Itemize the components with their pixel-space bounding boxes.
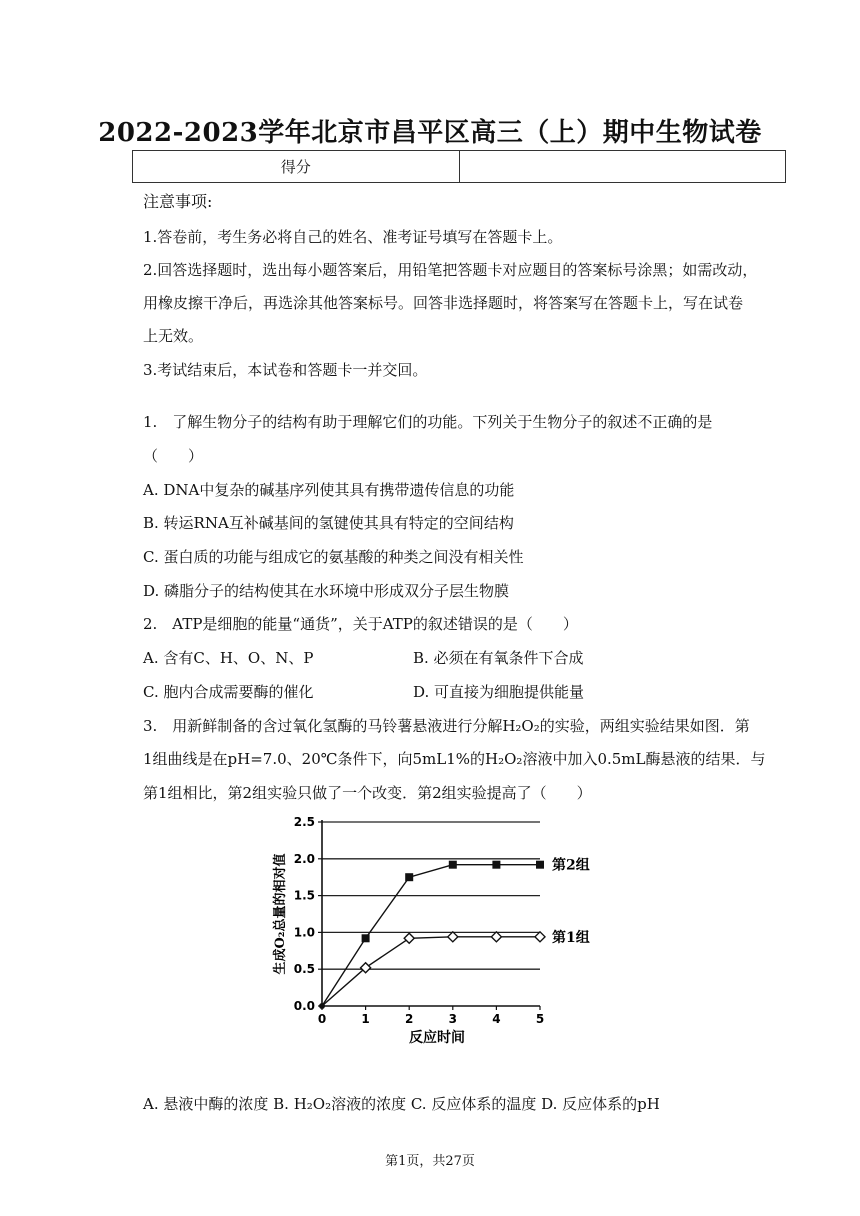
series-line-1	[322, 865, 540, 1006]
page-footer: 第1页，共27页	[385, 1154, 475, 1169]
q2-option-a: A. 含有C、H、O、N、P	[143, 649, 314, 667]
notes-heading: 注意事项:	[143, 192, 213, 211]
y-tick-label: 2.0	[293, 851, 315, 866]
notes-line: 2.回答选择题时，选出每小题答案后，用铅笔把答题卡对应题目的答案标号涂黑；如需改动，	[143, 261, 758, 279]
notes-line: 上无效。	[143, 327, 204, 345]
page-title: 2022-2023学年北京市昌平区高三（上）期中生物试卷	[98, 118, 762, 148]
y-tick-label: 2.5	[293, 815, 315, 829]
q2-option-b: B. 必须在有氧条件下合成	[413, 649, 584, 667]
y-tick-label: 1.5	[293, 888, 315, 903]
score-value	[460, 151, 786, 182]
notes-line: 用橡皮擦干净后，再选涂其他答案标号。回答非选择题时，将答案写在答题卡上，写在试卷	[143, 294, 744, 312]
o2-line-chart	[260, 810, 600, 1055]
q2-option-d: D. 可直接为细胞提供能量	[413, 683, 585, 701]
data-point-square	[405, 873, 413, 881]
data-point-diamond	[491, 932, 501, 942]
score-table	[132, 150, 786, 183]
x-tick-label: 3	[448, 1012, 457, 1026]
x-tick-label: 0	[317, 1012, 327, 1026]
x-axis-label: 反应时间	[409, 1030, 465, 1046]
y-axis-label: 生成O₂总量的相对值	[273, 853, 288, 975]
notes-line: 3.考试结束后，本试卷和答题卡一并交回。	[143, 361, 428, 379]
q1-option-d: D. 磷脂分子的结构使其在水环境中形成双分子层生物膜	[143, 582, 510, 600]
data-point-square	[492, 861, 500, 869]
q2-option-c: C. 胞内合成需要酶的催化	[143, 683, 314, 701]
q3-stem: 3. 用新鲜制备的含过氧化氢酶的马铃薯悬液进行分解H₂O₂的实验，两组实验结果如图．第	[143, 717, 750, 735]
q1-stem-blank: （ ）	[143, 447, 204, 465]
q3-stem: 1组曲线是在pH=7.0、20℃条件下，向5mL1%的H₂O₂溶液中加入0.5mL酶悬液的结果．与	[143, 750, 766, 768]
origin-point	[319, 1003, 325, 1009]
q1-option-a: A. DNA中复杂的碱基序列使其具有携带遗传信息的功能	[143, 481, 515, 499]
q3-options: A. 悬液中酶的浓度 B. H₂O₂溶液的浓度 C. 反应体系的温度 D. 反应体系的pH	[143, 1095, 660, 1113]
q2-stem: 2. ATP是细胞的能量“通货”，关于ATP的叙述错误的是（ ）	[143, 615, 578, 633]
y-tick-label: 0.0	[293, 999, 315, 1013]
q1-stem: 1. 了解生物分子的结构有助于理解它们的功能。下列关于生物分子的叙述不正确的是	[143, 413, 713, 431]
series-label: 第1组	[552, 929, 590, 946]
y-tick-label: 0.5	[293, 962, 315, 977]
data-point-diamond	[404, 933, 414, 943]
x-tick-label: 4	[492, 1012, 501, 1026]
x-tick-label: 2	[405, 1012, 414, 1026]
q1-option-b: B. 转运RNA互补碱基间的氢键使其具有特定的空间结构	[143, 514, 514, 532]
x-tick-label: 5	[535, 1012, 545, 1026]
data-point-diamond	[448, 932, 458, 942]
q3-stem: 第1组相比，第2组实验只做了一个改变．第2组实验提高了（ ）	[143, 784, 592, 802]
score-label: 得分	[133, 151, 460, 182]
data-point-square	[449, 861, 457, 869]
y-tick-label: 1.0	[293, 925, 315, 940]
x-tick-label: 1	[361, 1012, 370, 1026]
q1-option-c: C. 蛋白质的功能与组成它的氨基酸的种类之间没有相关性	[143, 548, 524, 566]
data-point-square	[362, 934, 370, 942]
series-line-2	[322, 937, 540, 1006]
data-point-diamond	[535, 932, 545, 942]
series-label: 第2组	[552, 857, 590, 874]
data-point-square	[536, 861, 544, 869]
notes-line: 1.答卷前，考生务必将自己的姓名、准考证号填写在答题卡上。	[143, 228, 563, 246]
